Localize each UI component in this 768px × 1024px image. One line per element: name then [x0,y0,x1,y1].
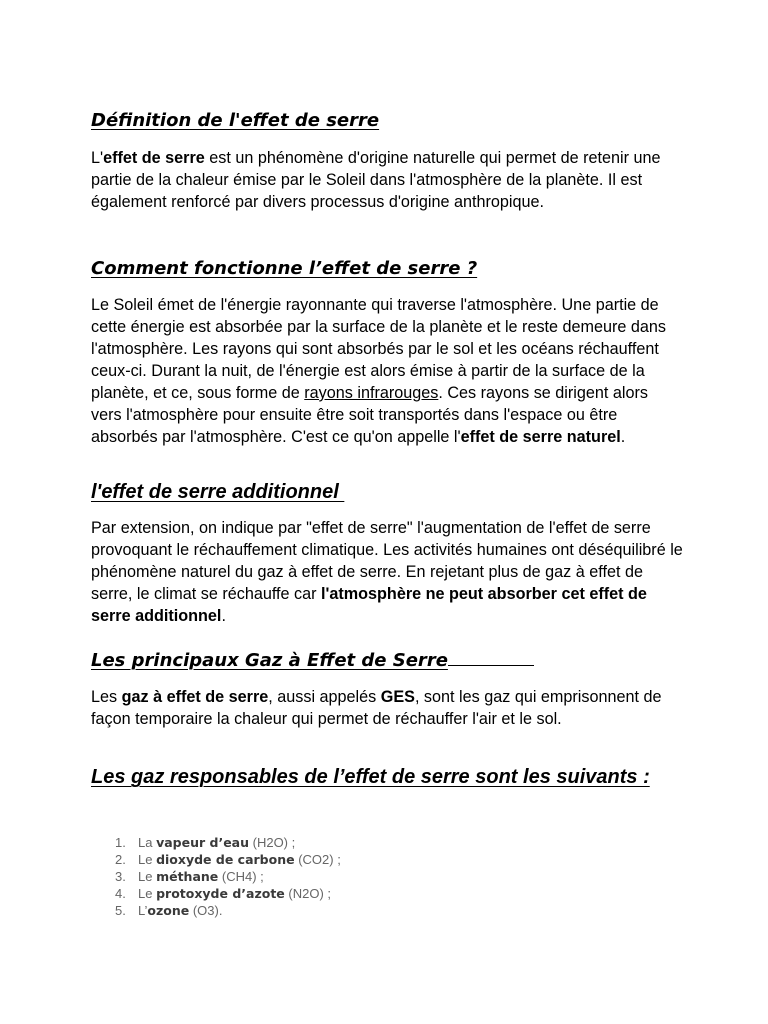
text-span: Le [138,852,157,867]
list-item [115,868,341,885]
heading-text: Les principaux Gaz à Effet de Serre [91,650,448,671]
gas-name: protoxyde d’azote [156,886,285,901]
gas-formula: (CO2) ; [294,852,341,867]
link-infrared-rays[interactable]: rayons infrarouges [304,384,439,402]
bold-term: GES [380,688,415,706]
list-number: 4. [115,886,126,901]
text-span: Par extension, on indique par "effet de serre" l'augmentation de l'effet de serre provoquant le réchauffement climatique. Les activités humaines ont déséquilibré le phénomène naturel du gaz à effet de serre. En rejetant plus de gaz à effet de serre, le climat se réchauffe car [91,519,683,603]
heading-responsible-gases: Les gaz responsables de l’effet de serre sont les suivants : [91,766,650,788]
list-item [115,902,341,919]
gas-formula: (N2O) ; [284,886,332,901]
gas-name: ozone [147,903,190,918]
text-span: Les [91,688,122,706]
text-span: Le Soleil émet de l'énergie rayonnante qui traverse l'atmosphère. Une partie de cette énergie est absorbée par la surface de la planète et le reste demeure dans l'atmosphère. Les rayons qui sont absorbés par le sol et les océans réchauffent ceux-ci. Durant la nuit, de l'énergie est alors émise à partir de la surface de la planète, et ce, sous forme de [91,296,667,402]
text-span: est un phénomène d'origine naturelle qui permet de retenir une partie de la chaleur émise par le Soleil dans l'atmosphère de la planète. Il est également renforcé par divers processus d'origine anthropique. [91,149,661,211]
heading-main-gases [91,650,534,671]
gas-name: vapeur d’eau [156,835,250,850]
paragraph-how-it-works [91,294,683,448]
gas-name: dioxyde de carbone [156,852,295,867]
heading-additional-effect: l'effet de serre additionnel [91,481,345,503]
list-item [115,834,341,851]
bold-term: l'atmosphère ne peut absorber cet effet de serre additionnel [91,585,647,625]
text-span: . [221,607,226,625]
gas-list [115,834,341,919]
underline-filler [448,665,534,666]
gas-formula: (CH4) ; [218,869,264,884]
text-span: , sont les gaz qui emprisonnent de façon temporaire la chaleur qui permet de réchauffer l'air et le sol. [91,688,662,728]
list-number: 2. [115,852,126,867]
paragraph-definition [91,147,683,213]
text-span: La [138,835,157,850]
text-span: Le [138,886,157,901]
text-span: . Ces rayons se dirigent alors vers l'atmosphère pour ensuite être soit transportés dans l'espace ou être absorbés par l'atmosphère. C'est ce qu'on appelle l' [91,384,648,446]
list-item [115,885,341,902]
paragraph-additional-effect [91,517,683,627]
bold-term: effet de serre naturel [460,428,621,446]
paragraph-main-gases [91,686,683,730]
gas-formula: (O3). [189,903,223,918]
gas-name: méthane [156,869,219,884]
list-number: 5. [115,903,126,918]
text-span: Le [138,869,157,884]
heading-how-it-works: Comment fonctionne l’effet de serre ? [91,258,478,279]
list-number: 1. [115,835,126,850]
text-span: . [620,428,626,446]
text-span: L’ [138,903,148,918]
heading-definition: Définition de l'effet de serre [91,110,380,131]
text-span: , aussi appelés [268,688,381,706]
gas-formula: (H2O) ; [249,835,296,850]
list-number: 3. [115,869,126,884]
list-item [115,851,341,868]
bold-term: gaz à effet de serre [121,688,269,706]
text-span: L' [91,149,104,167]
bold-term: effet de serre [103,149,205,167]
